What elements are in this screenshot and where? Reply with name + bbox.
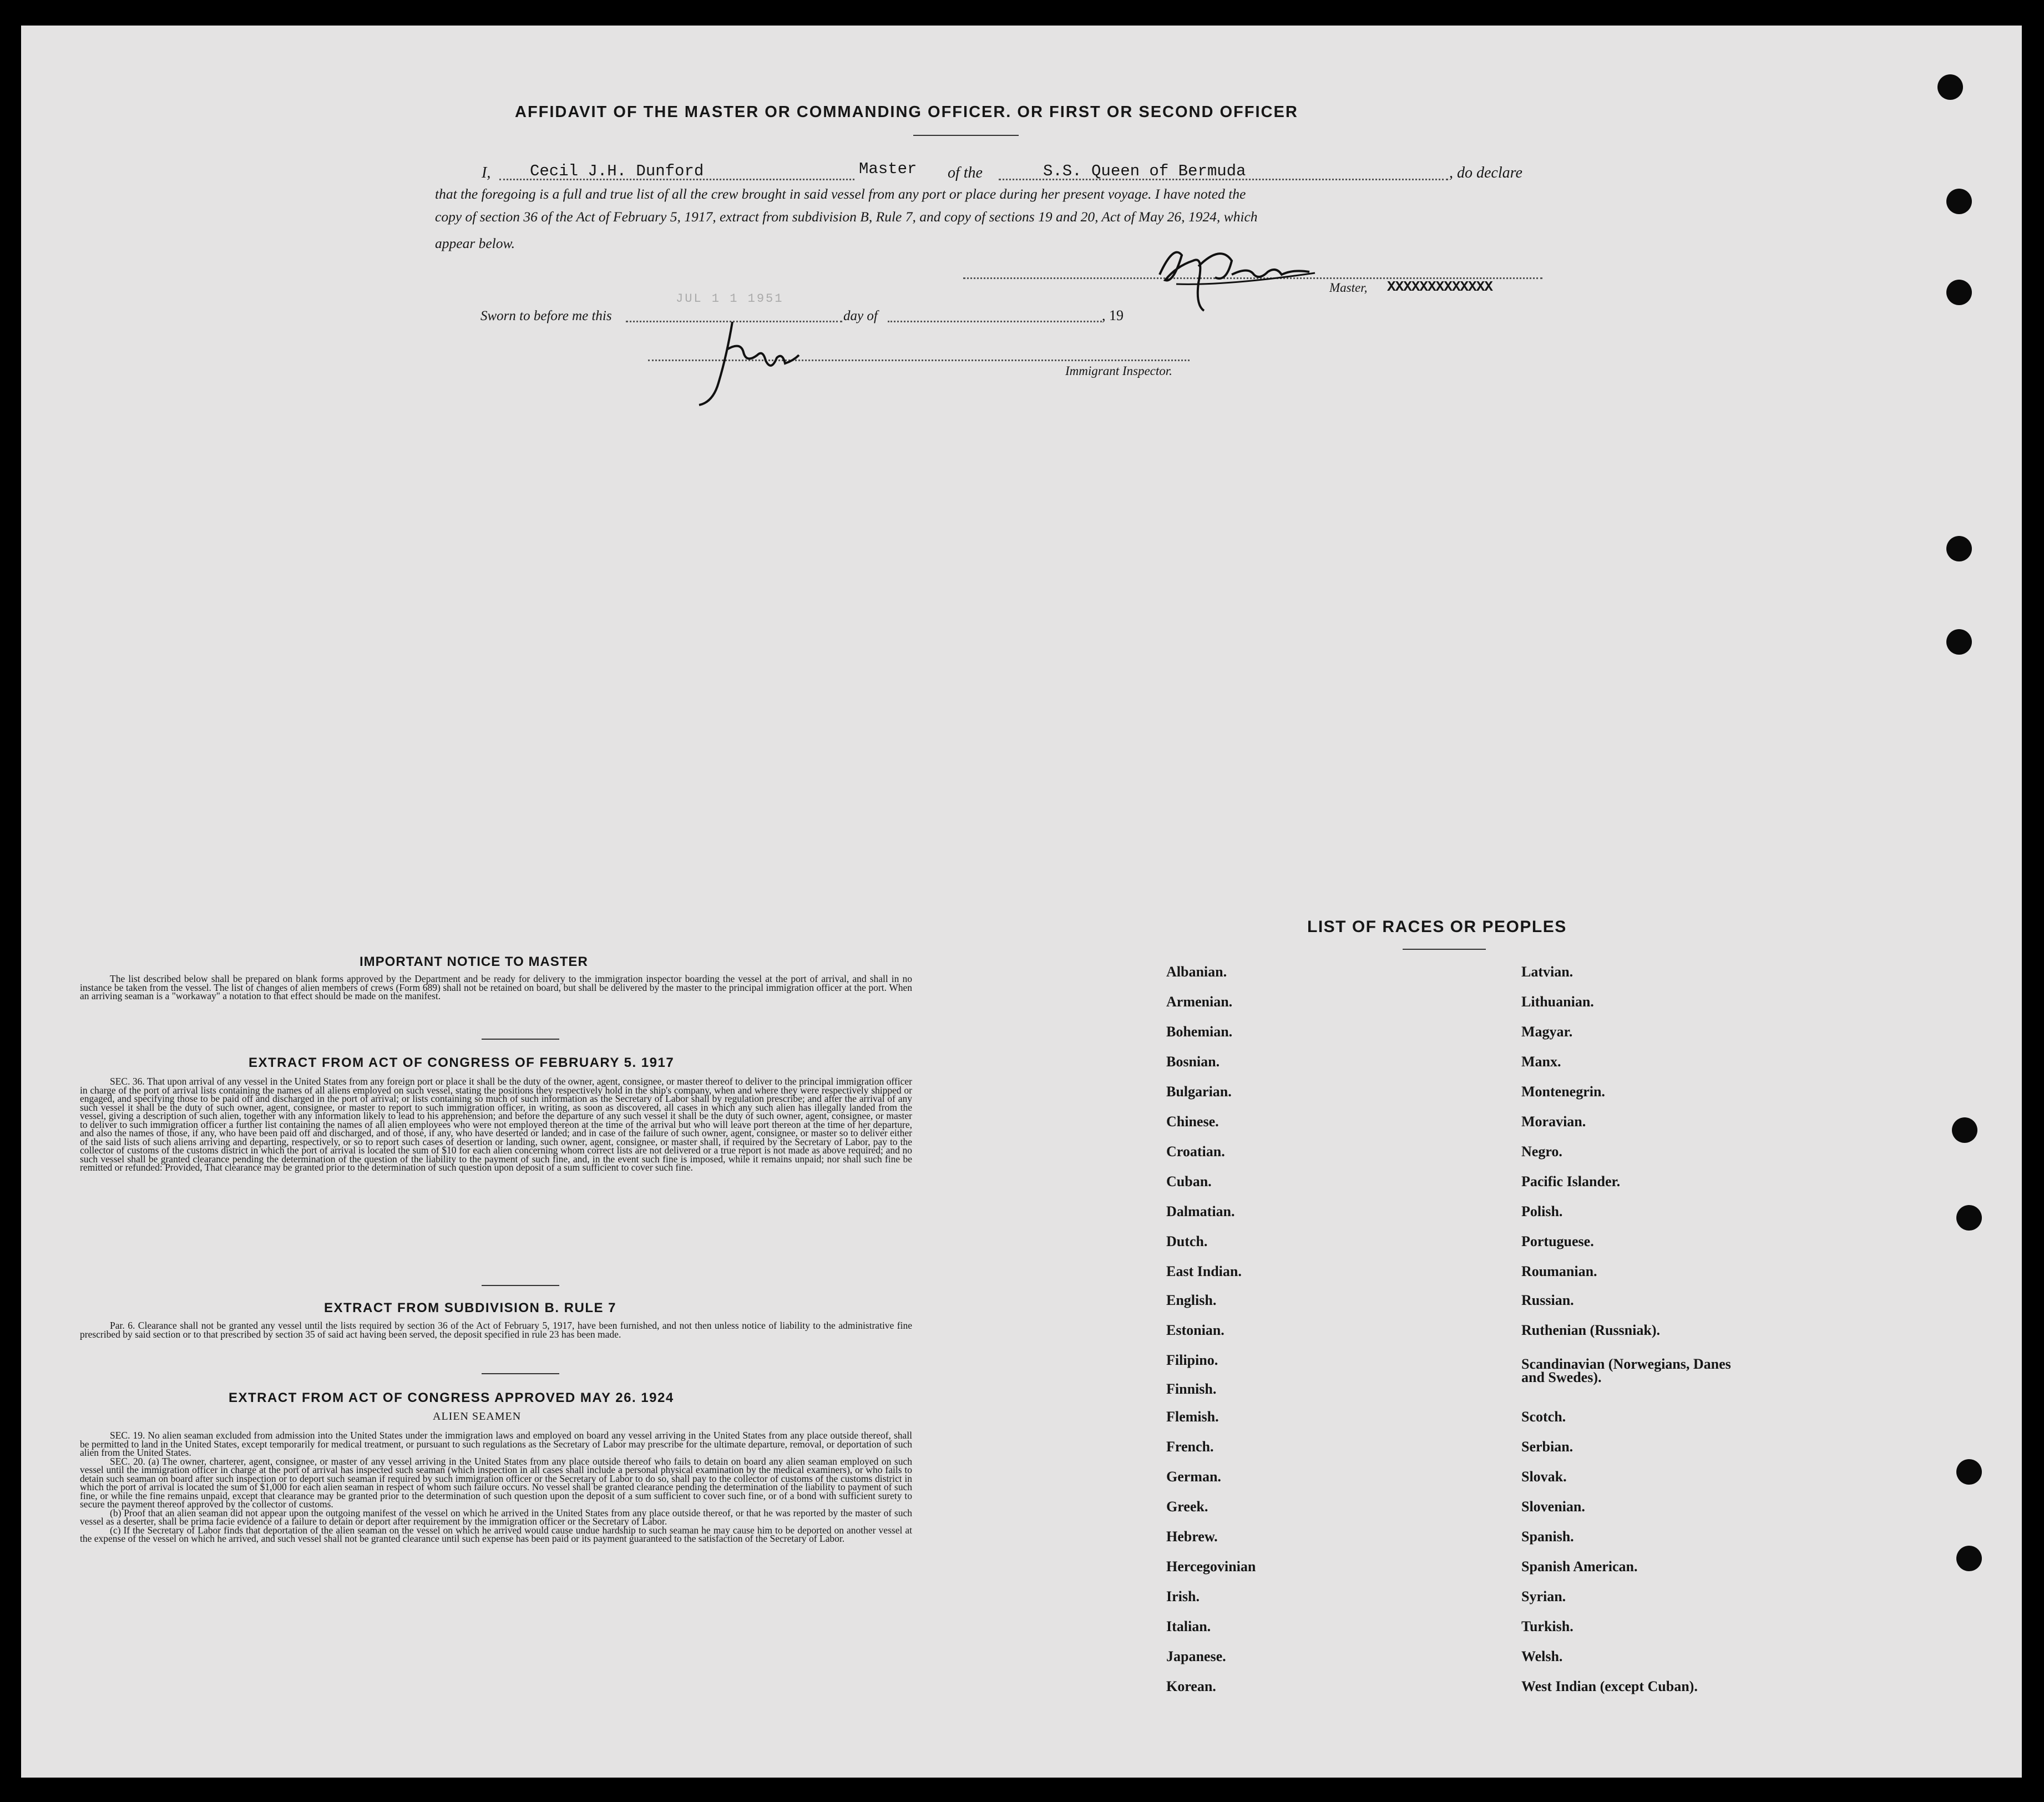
year-label: , 19 <box>1102 307 1124 323</box>
race-item: Scandinavian (Norwegians, Danes and Swedes). <box>1521 1356 1731 1385</box>
day-of-label: day of <box>843 308 878 323</box>
declaration-line-2: that the foregoing is a full and true list of all the crew brought in said vessel from any port or place during her present voyage. I have noted the <box>435 186 1246 202</box>
race-item: Italian. <box>1166 1618 1211 1634</box>
notice-title: IMPORTANT NOTICE TO MASTER <box>360 954 588 969</box>
extract-1917-body <box>80 1077 912 1172</box>
race-item: Welsh. <box>1521 1648 1563 1664</box>
date-stamp: JUL 1 1 1951 <box>676 292 784 306</box>
punch-hole <box>1956 1459 1982 1485</box>
subdivision-body <box>80 1322 912 1339</box>
divider-1 <box>482 1039 559 1040</box>
race-item: Scotch. <box>1521 1409 1566 1425</box>
notice-body <box>80 975 912 1001</box>
race-item: Roumanian. <box>1521 1263 1597 1279</box>
race-item: West Indian (except Cuban). <box>1521 1678 1698 1694</box>
race-item: Korean. <box>1166 1678 1216 1694</box>
race-item: Negro. <box>1521 1143 1562 1160</box>
punch-hole <box>1937 74 1963 100</box>
race-item: German. <box>1166 1469 1221 1485</box>
race-item: Bulgarian. <box>1166 1084 1232 1100</box>
declaration-line-4: appear below. <box>435 235 515 251</box>
section-20c-text: (c) If the Secretary of Labor finds that deportation of the alien seaman on the vessel on which he arrived would cause undue hardship to such seaman he may cause him to be deported on another vessel at the expense of the vessel on which he arrived, and such vessel shall not be granted clearance until such expense has been paid or its payment guaranteed to the satisfaction of the Secretary of Labor. <box>80 1524 912 1544</box>
race-item: English. <box>1166 1292 1217 1308</box>
extract-1917-title: EXTRACT FROM ACT OF CONGRESS OF FEBRUARY 5. 1917 <box>249 1055 675 1070</box>
race-item: Russian. <box>1521 1292 1574 1308</box>
affidavit-title: AFFIDAVIT OF THE MASTER OR COMMANDING OFFICER. OR FIRST OR SECOND OFFICER <box>515 103 1298 121</box>
section-36-text: SEC. 36. That upon arrival of any vessel in the United States from any foreign port or place it shall be the duty of the owner, agent, consignee, or master thereof to deliver to the principal immigration officer in charge of the port of arrival lists containing the names of all aliens employed on such vessel, stating the positions they respectively hold in the ship's company, when and where they were respectively shipped or engaged, and specifying those to be paid off and discharged in the port of arrival; or lists containing so much of such information as the Secretary of Labor shall by regulation prescribe; and after the arrival of any such vessel it shall be the duty of such owner, agent, consignee, or master to report to such immigration officer, in writing, as soon as discovered, all cases in which any such alien has illegally landed from the vessel, giving a description of such alien, together with any information likely to lead to his apprehension; and before the departure of any such vessel it shall be the duty of such owner, agent, consignee, or master to deliver to such immigration officer a further list containing the names of all alien employees who were not employed thereon at the time of the arrival but who will leave port thereon at the time of her departure, and also the names of those, if any, who have been paid off and discharged, and of those, if any, who have deserted or landed; and in case of the failure of such owner, agent, consignee, or master so to deliver either of the said lists of such aliens arriving and departing, respectively, or so to report such cases of desertion or landing, such owner, agent, consignee, or master shall, if required by the Secretary of Labor, pay to the collector of customs of the customs district in which the port of arrival is located the sum of $10 for each alien concerning whom correct lists are not delivered or a true report is not made as above required; and no such vessel shall be granted clearance pending the determination of the question of the liability to the payment of such fine, and, in the event such fine is imposed, while it remains unpaid; nor shall such fine be remitted or refunded: Provided, That clearance may be granted prior to the determination of such question upon deposit of a sum sufficient to cover such fine. <box>80 1076 912 1173</box>
punch-hole <box>1946 536 1972 561</box>
races-title: LIST OF RACES OR PEOPLES <box>1307 918 1567 936</box>
race-item: Armenian. <box>1166 994 1233 1010</box>
race-item: Ruthenian (Russniak). <box>1521 1322 1660 1338</box>
divider-3 <box>482 1373 559 1374</box>
race-item: Japanese. <box>1166 1648 1226 1664</box>
punch-hole <box>1946 280 1972 305</box>
divider-2 <box>482 1285 559 1286</box>
of-the-label: of the <box>948 164 983 181</box>
alien-seamen-subtitle: ALIEN SEAMEN <box>433 1410 522 1423</box>
notice-text: The list described below shall be prepared on blank forms approved by the Department and be ready for delivery to the immigration inspector boarding the vessel at the port of arrival, and shall in no instance be taken from the vessel. The list of changes of alien members of crews (Form 689) shall not be retained on board, but shall be delivered by the master to the principal immigration officer at the port. When an arriving seaman is a "workaway" a notation to that effect should be made on the manifest. <box>80 973 912 1001</box>
punch-hole <box>1956 1205 1982 1231</box>
race-item: Montenegrin. <box>1521 1084 1605 1100</box>
race-item: Spanish. <box>1521 1528 1574 1545</box>
races-divider <box>1403 949 1486 950</box>
master-label: Master, <box>1329 281 1368 295</box>
race-item: Estonian. <box>1166 1322 1225 1338</box>
inspector-label: Immigrant Inspector. <box>1065 364 1172 378</box>
punch-hole <box>1946 189 1972 214</box>
sworn-label: Sworn to before me this <box>480 308 612 323</box>
section-20a-text: SEC. 20. (a) The owner, charterer, agent, consignee, or master of any vessel arriving in the United States from any place outside thereof who fails to detain on board any alien seaman employed on such vessel until the immigration officer in charge at the port of arrival has inspected such seaman (which inspection in all cases shall include a personal physical examination by the medical examiners), or who fails to detain such seaman on board after such inspection or to deport such seaman if required by such immigration officer or the Secretary of Labor to do so, shall pay to the collector of customs of the customs district in which the port of arrival is located the sum of $1,000 for each alien seaman in respect of whom such failure occurs. No vessel shall be granted clearance pending the determination of the liability to payment of such fine, or while the fine remains unpaid, except that clearance may be granted prior to the determination of such question upon the deposit of a sum sufficient to cover such fine, or of a bond with sufficient surety to secure the payment thereof approved by the collector of customs. <box>80 1455 912 1510</box>
race-item: Magyar. <box>1521 1024 1573 1040</box>
race-item: Latvian. <box>1521 964 1574 980</box>
race-item: Slovenian. <box>1521 1499 1585 1515</box>
subdivision-title: EXTRACT FROM SUBDIVISION B. RULE 7 <box>324 1300 617 1315</box>
race-item: Hercegovinian <box>1166 1558 1256 1575</box>
section-20b-text: (b) Proof that an alien seaman did not appear upon the outgoing manifest of the vessel on which he arrived in the United States from any place outside thereof, or that he was reported by the master of such vessel as a deserter, shall be prima facie evidence of a failure to detain or deport after requirement by the immigration officer or the Secretary of Labor. <box>80 1507 912 1527</box>
section-19-text: SEC. 19. No alien seaman excluded from admission into the United States under the immigration laws and employed on board any vessel arriving in the United States from any place outside thereof, shall be permitted to land in the United States, except temporarily for medical treatment, or pursuant to such regulations as the Secretary of Labor may prescribe for the ultimate departure, removal, or deportation of such alien from the United States. <box>80 1430 912 1458</box>
race-item: Greek. <box>1166 1499 1208 1515</box>
punch-hole <box>1946 629 1972 655</box>
race-item: Flemish. <box>1166 1409 1219 1425</box>
master-name: Cecil J.H. Dunford <box>530 162 704 180</box>
race-item: Spanish American. <box>1521 1558 1638 1575</box>
declaration-line-3: copy of section 36 of the Act of February 5, 1917, extract from subdivision B, Rule 7, and copy of sections 19 and 20, Act of May 26, 1924, which <box>435 209 1258 225</box>
vessel-name: S.S. Queen of Bermuda <box>1043 162 1246 180</box>
race-item: Moravian. <box>1521 1113 1586 1130</box>
extract-1924-title: EXTRACT FROM ACT OF CONGRESS APPROVED MAY 26. 1924 <box>229 1390 674 1405</box>
master-strikeout: XXXXXXXXXXXXX <box>1387 279 1492 295</box>
race-item: Irish. <box>1166 1588 1200 1604</box>
race-item: Slovak. <box>1521 1469 1567 1485</box>
race-item: Croatian. <box>1166 1143 1225 1160</box>
i-label: I, <box>482 164 491 181</box>
rank-value: Master <box>859 160 917 178</box>
race-item: Dalmatian. <box>1166 1203 1235 1219</box>
race-item: Polish. <box>1521 1203 1563 1219</box>
race-item: Filipino. <box>1166 1352 1218 1368</box>
race-item: Bosnian. <box>1166 1054 1220 1070</box>
month-line <box>888 321 1102 322</box>
race-item: Chinese. <box>1166 1113 1219 1130</box>
paragraph-6-text: Par. 6. Clearance shall not be granted any vessel until the lists required by section 36 of the Act of February 5, 1917, have been furnished, and not then unless notice of liability to the administrative fine prescribed by said section or to that prescribed by section 35 of said act having been served, the deposit specified in rule 23 has been made. <box>80 1320 912 1340</box>
race-item: French. <box>1166 1439 1214 1455</box>
race-item: Serbian. <box>1521 1439 1574 1455</box>
race-item: Albanian. <box>1166 964 1227 980</box>
race-item: Manx. <box>1521 1054 1561 1070</box>
race-item: East Indian. <box>1166 1263 1242 1279</box>
race-item: Syrian. <box>1521 1588 1566 1604</box>
race-item: Pacific Islander. <box>1521 1173 1621 1189</box>
race-item: Bohemian. <box>1166 1024 1233 1040</box>
race-item: Hebrew. <box>1166 1528 1218 1545</box>
punch-hole <box>1956 1546 1982 1571</box>
extract-1924-body <box>80 1431 912 1543</box>
title-divider <box>913 135 1019 136</box>
race-item: Lithuanian. <box>1521 994 1594 1010</box>
race-item: Portuguese. <box>1521 1233 1594 1249</box>
inspector-signature <box>688 311 827 411</box>
do-declare-label: , do declare <box>1449 164 1522 181</box>
race-item: Finnish. <box>1166 1381 1217 1397</box>
race-item: Turkish. <box>1521 1618 1574 1634</box>
race-item: Cuban. <box>1166 1173 1212 1189</box>
race-item: Dutch. <box>1166 1233 1208 1249</box>
master-signature <box>1143 222 1320 316</box>
punch-hole <box>1952 1117 1977 1143</box>
